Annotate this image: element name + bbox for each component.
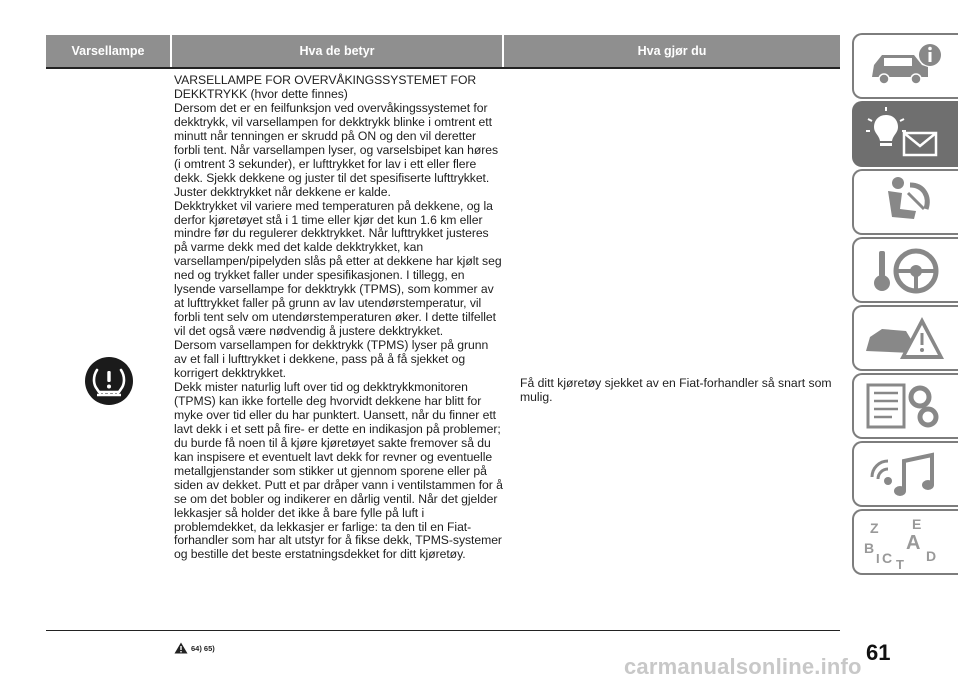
tab-warning-lights[interactable] <box>852 101 958 167</box>
watermark: carmanualsonline.info <box>624 654 862 679</box>
car-info-icon <box>862 39 950 93</box>
svg-text:E: E <box>912 516 922 532</box>
note-reference <box>174 642 215 654</box>
warning-light-cell <box>46 68 170 663</box>
tab-emergency[interactable] <box>852 305 958 371</box>
action-cell: Få ditt kjøretøy sjekket av en Fiat-forhandler så snart som mulig. <box>520 376 832 404</box>
tab-car-info[interactable] <box>852 33 958 99</box>
svg-text:C: C <box>882 550 893 566</box>
car-crash-icon <box>862 311 950 365</box>
svg-text:T: T <box>896 557 904 569</box>
warning-light-message-icon <box>862 107 950 161</box>
seat-airbag-icon <box>862 175 950 229</box>
header-meaning: Hva de betyr <box>172 35 502 67</box>
svg-text:I: I <box>876 551 880 566</box>
description-paragraph: Dersom det er en feilfunksjon ved overvåkingssystemet for dekktrykk, vil varsellampen for dekktrykk blinke i omtrent ett minutt når tenningen er skrudd på ON og den vil deretter forbli tent. Når varsellampen lyser, og varselsbipet kan høres (i omtrent 3 sekunder), er lufttrykket for lav i ett eller flere dekk. Sjekk dekkene og juster til det spesifiserte lufttrykket. Juster dekktrykket når dekkene er kalde. <box>174 100 499 199</box>
svg-text:A: A <box>906 532 921 554</box>
note-refs: 64) 65) <box>191 643 215 653</box>
table-bottom-line <box>46 630 840 631</box>
caution-triangle-icon <box>174 642 188 654</box>
tab-multimedia[interactable] <box>852 441 958 507</box>
tab-maintenance[interactable] <box>852 373 958 439</box>
description-title: VARSELLAMPE FOR OVERVÅKINGSSYSTEMET FOR DEKKTRYKK (hvor dette finnes) <box>174 73 477 101</box>
tab-index[interactable] <box>852 509 958 575</box>
multimedia-music-icon <box>862 447 950 501</box>
tab-safety[interactable] <box>852 169 958 235</box>
svg-text:D: D <box>926 548 937 564</box>
page-number: 61 <box>866 640 891 665</box>
header-action: Hva gjør du <box>504 35 840 67</box>
tpms-warning-icon <box>84 356 134 406</box>
svg-text:B: B <box>864 540 875 556</box>
meaning-cell <box>174 74 504 562</box>
warning-light-table <box>46 35 840 653</box>
alphabetical-index-icon <box>862 515 950 569</box>
key-steering-wheel-icon <box>862 243 950 297</box>
table-header <box>46 35 840 67</box>
description-paragraph: Dersom varsellampen for dekktrykk (TPMS) lyser på grunn av et fall i lufttrykket i dekkene, pass på å få sjekket og korrigert dekktrykket. <box>174 338 489 381</box>
maintenance-list-gears-icon <box>862 379 950 433</box>
tab-starting-driving[interactable] <box>852 237 958 303</box>
description-paragraph: Dekk mister naturlig luft over tid og dekktrykkmonitoren (TPMS) kan ikke fortelle deg hvorvidt dekkene har blitt for myke over tid eller du har punktert. Uansett, når du finner ett lavt dekk i et sett på fire- er dette en indikasjon på problemer; du burde få noen til å kjøre kjøretøyet sakte fremover så du kan inspisere et eventuelt lavt dekk for revner og eventuelle metallgjenstander som stikker ut gjennom sporene eller på siden av dekket. Putt et par dråper vann i ventilstammen for å se om det bobler og indikerer en dårlig ventil. Når det gjelder lekkasjer så holder det ikke å bare fylle på luft i problemdekket, da lekkasjer er farlige: ta den til en Fiat-forhandler som har alt utstyr for å fikse dekk, TPMS-systemer og bestille det beste erstatningsdekket for ditt kjøretøy. <box>174 379 503 562</box>
svg-text:Z: Z <box>870 520 879 536</box>
header-warning-light: Varsellampe <box>46 35 170 67</box>
description-paragraph: Dekktrykket vil variere med temperaturen på dekkene, og la derfor kjøretøyet stå i 1 time eller kjør det kun 1.6 km eller mindre før du regulerer dekktrykket. Når lufttrykket justeres på varme dekk med det kalde dekktrykket, kan varsellampen/pipelyden slås på etter at dekkene har kjølt seg ned og trykket faller under spesifikasjonen. I tillegg, en lysende varsellampe for dekktrykk (TPMS), som kommer av at lufttrykket faller på grunn av lav utendørstemperatur, vil forbli tent selv om utendørstemperaturen øker. I dette tilfellet vil det også være nødvendig å justere dekktrykket. <box>174 198 502 339</box>
table-row <box>46 68 840 663</box>
